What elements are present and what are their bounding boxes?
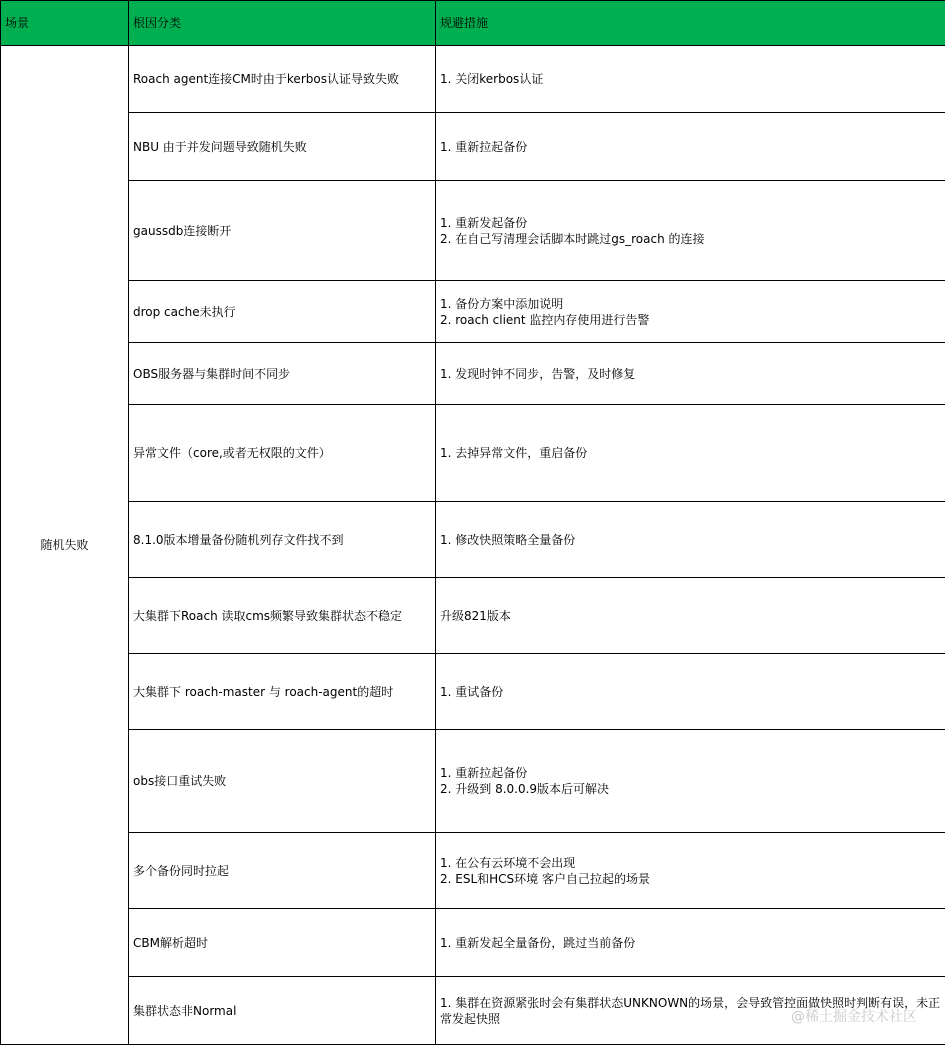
measure-line: 1. 备份方案中添加说明 bbox=[440, 296, 564, 311]
root-cause-cell[interactable]: 集群状态非Normal bbox=[129, 977, 436, 1045]
measure-cell[interactable] bbox=[436, 833, 945, 909]
measure-line: 1. 集群在资源紧张时会有集群状态UNKNOWN的场景，会导致管控面做快照时判断有误，未正常发起快照 bbox=[440, 995, 941, 1026]
table-row bbox=[1, 578, 945, 654]
table-row bbox=[1, 730, 945, 833]
measure-cell[interactable] bbox=[436, 502, 945, 578]
table-row bbox=[1, 343, 945, 405]
measure-cell[interactable] bbox=[436, 654, 945, 730]
measure-cell[interactable] bbox=[436, 343, 945, 405]
table-row bbox=[1, 654, 945, 730]
measure-line: 1. 重新拉起备份 bbox=[440, 766, 528, 780]
watermark: @稀土掘金技术社区 bbox=[791, 1009, 917, 1025]
measure-line: 1. 重试备份 bbox=[440, 684, 504, 699]
root-cause-cell[interactable]: 大集群下 roach-master 与 roach-agent的超时 bbox=[129, 654, 436, 730]
measure-line: 2. roach client 监控内存使用进行告警 bbox=[440, 312, 650, 327]
measure-cell[interactable] bbox=[436, 46, 945, 113]
header-scene[interactable]: 场景 bbox=[1, 1, 129, 46]
root-cause-cell[interactable]: gaussdb连接断开 bbox=[129, 181, 436, 281]
table-row bbox=[1, 405, 945, 502]
measure-line: 1. 重新拉起备份 bbox=[440, 139, 528, 154]
measure-line: 1. 在公有云环境不会出现 bbox=[440, 855, 576, 870]
measure-cell[interactable] bbox=[436, 113, 945, 181]
measure-line: 2. 在自己写清理会话脚本时跳过gs_roach 的连接 bbox=[440, 231, 705, 246]
measure-line: 1. 关闭kerbos认证 bbox=[440, 72, 544, 86]
header-measures[interactable]: 规避措施 bbox=[436, 1, 945, 46]
table-row bbox=[1, 46, 945, 113]
measure-line: 2. ESL和HCS环境 客户自己拉起的场景 bbox=[440, 871, 650, 886]
root-cause-cell[interactable]: drop cache未执行 bbox=[129, 281, 436, 343]
measure-cell[interactable] bbox=[436, 578, 945, 654]
table-row bbox=[1, 833, 945, 909]
header-row bbox=[1, 1, 945, 46]
measure-line: 2. 升级到 8.0.0.9版本后可解决 bbox=[440, 782, 610, 796]
table-row bbox=[1, 909, 945, 977]
root-cause-cell[interactable]: NBU 由于并发问题导致随机失败 bbox=[129, 113, 436, 181]
table-row bbox=[1, 502, 945, 578]
measure-line: 升级821版本 bbox=[440, 608, 511, 623]
root-cause-cell[interactable]: 异常文件（core,或者无权限的文件） bbox=[129, 405, 436, 502]
measure-line: 1. 去掉异常文件，重启备份 bbox=[440, 446, 588, 460]
scene-cell[interactable]: 随机失败 bbox=[1, 46, 129, 1045]
measure-line: 1. 重新发起备份 bbox=[440, 215, 528, 230]
measure-line: 1. 修改快照策略全量备份 bbox=[440, 532, 576, 547]
measure-cell[interactable] bbox=[436, 730, 945, 833]
measure-cell[interactable] bbox=[436, 181, 945, 281]
measure-line: 1. 重新发起全量备份，跳过当前备份 bbox=[440, 935, 636, 950]
measure-line: 1. 发现时钟不同步，告警，及时修复 bbox=[440, 366, 636, 381]
root-cause-cell[interactable]: CBM解析超时 bbox=[129, 909, 436, 977]
header-root-cause[interactable]: 根因分类 bbox=[129, 1, 436, 46]
root-cause-cell[interactable]: OBS服务器与集群时间不同步 bbox=[129, 343, 436, 405]
measure-cell[interactable] bbox=[436, 281, 945, 343]
root-cause-cell[interactable]: Roach agent连接CM时由于kerbos认证导致失败 bbox=[129, 46, 436, 113]
table-row bbox=[1, 113, 945, 181]
table-row bbox=[1, 281, 945, 343]
table-body bbox=[1, 46, 945, 1045]
measure-cell[interactable] bbox=[436, 909, 945, 977]
root-cause-cell[interactable]: 大集群下Roach 读取cms频繁导致集群状态不稳定 bbox=[129, 578, 436, 654]
table-row bbox=[1, 181, 945, 281]
root-cause-cell[interactable]: obs接口重试失败 bbox=[129, 730, 436, 833]
root-cause-cell[interactable]: 8.1.0版本增量备份随机列存文件找不到 bbox=[129, 502, 436, 578]
measure-cell[interactable] bbox=[436, 405, 945, 502]
root-cause-cell[interactable]: 多个备份同时拉起 bbox=[129, 833, 436, 909]
